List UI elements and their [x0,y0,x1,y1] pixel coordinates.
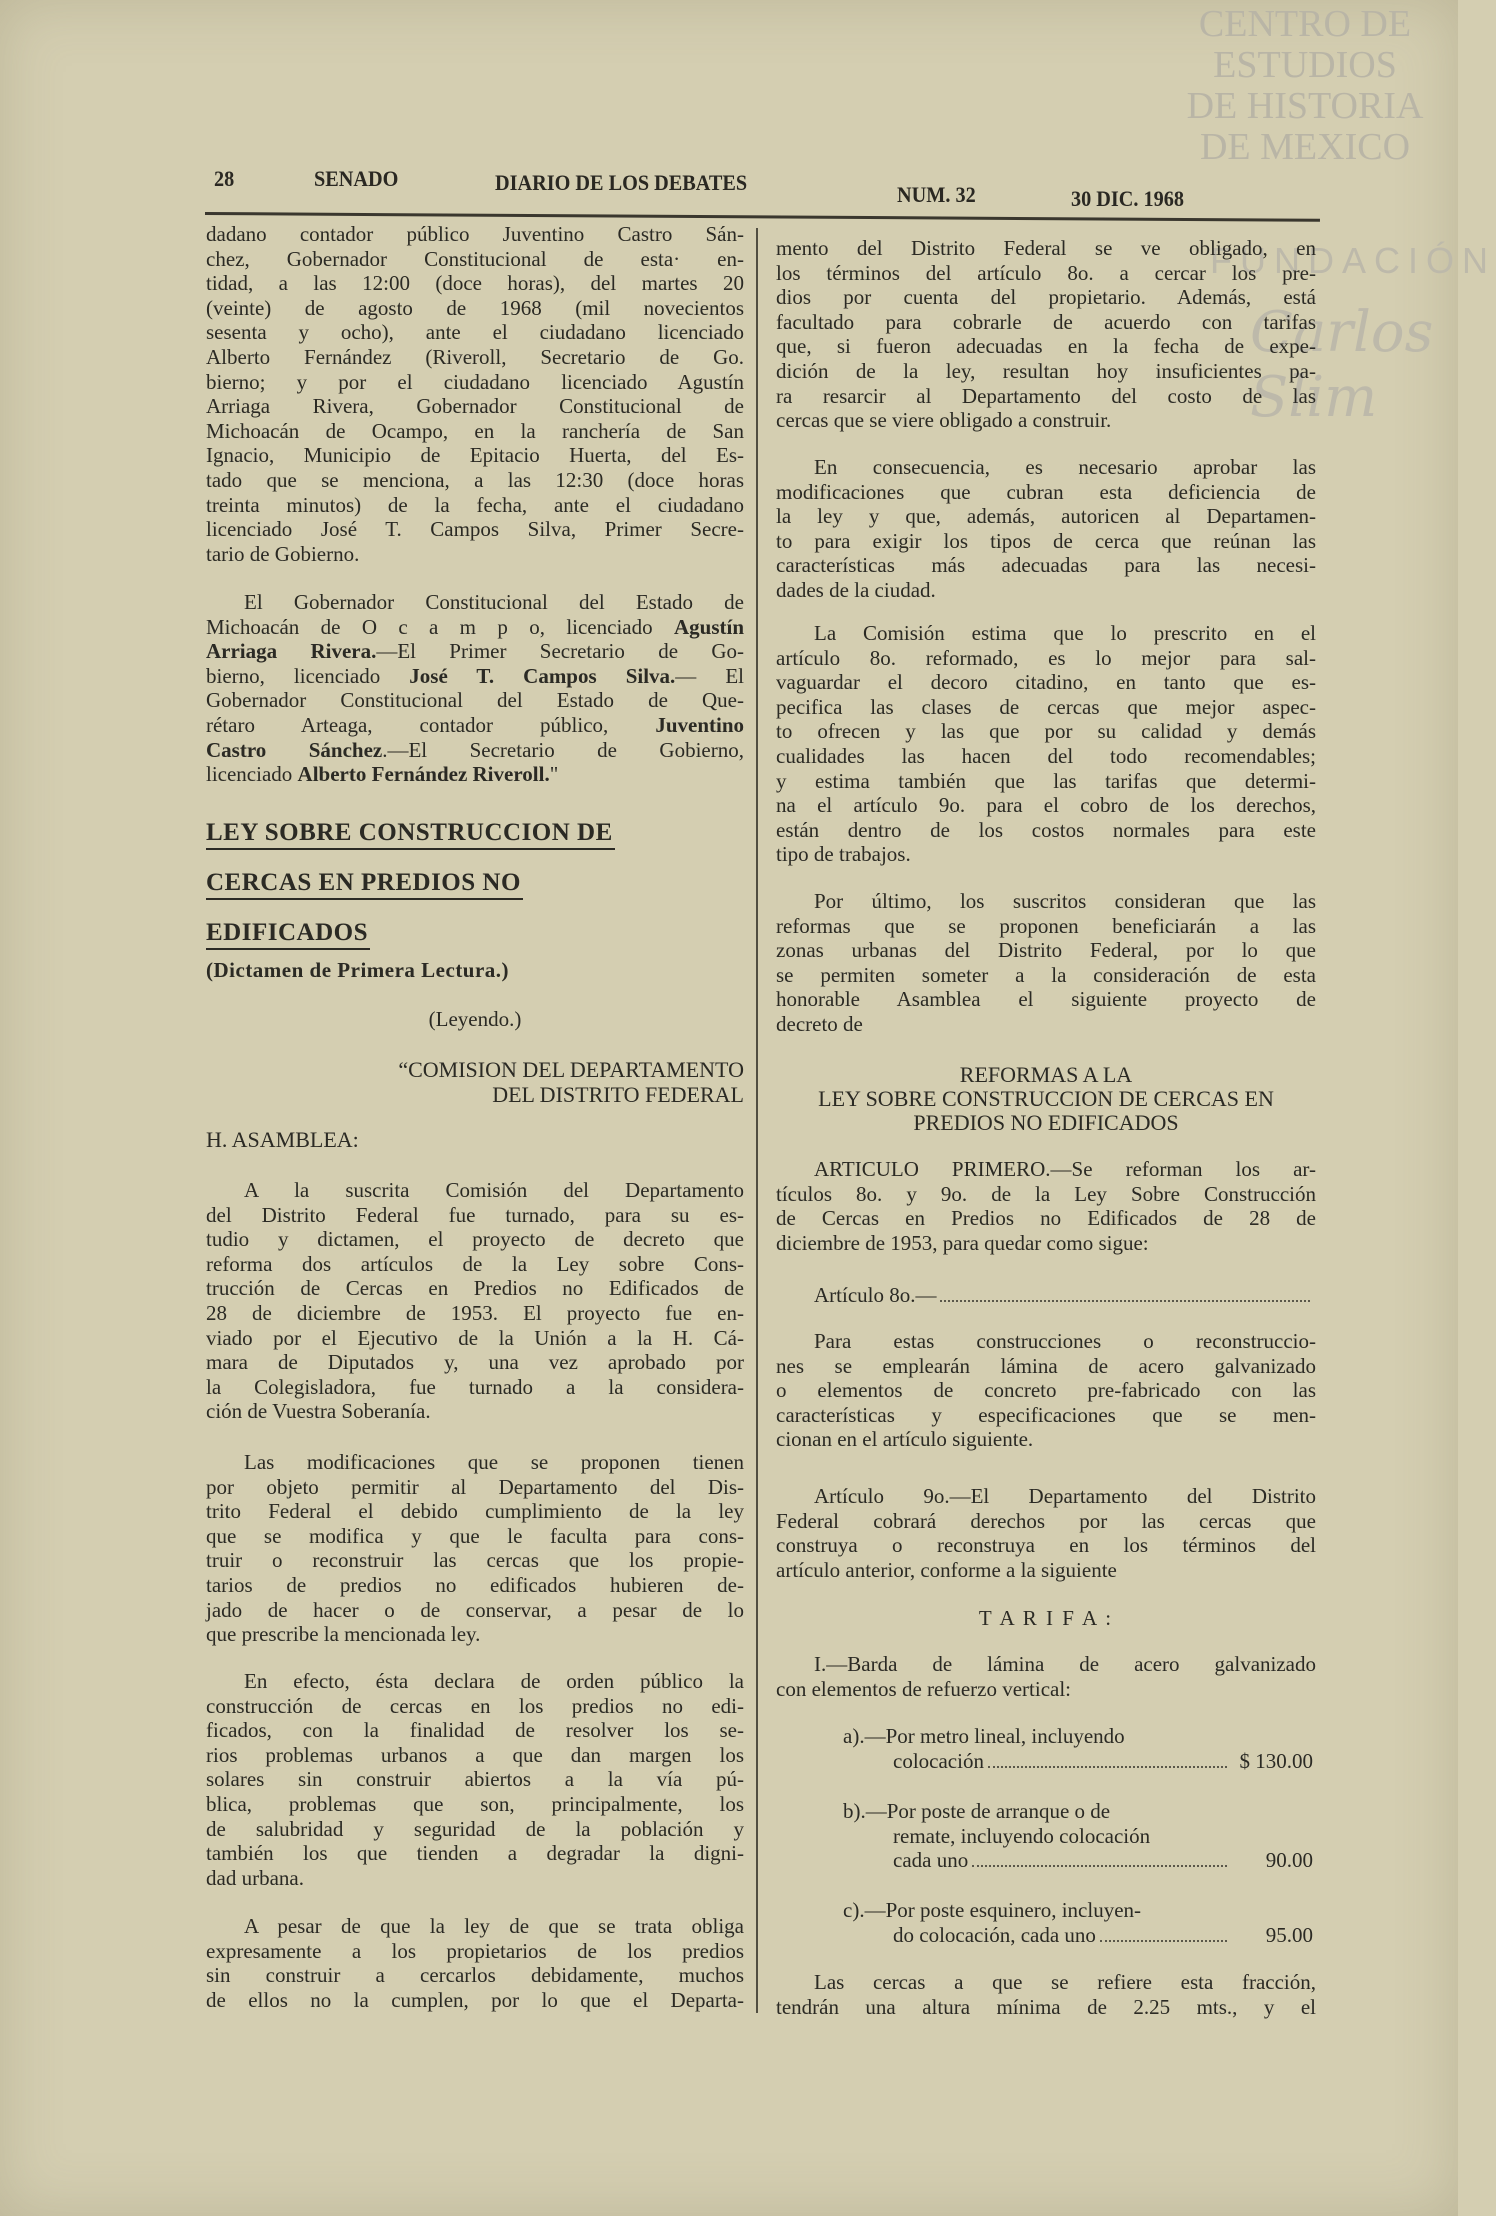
text-segment: Gobernador Constitucional del Estado de Que- [206,688,744,713]
tariff-line: b).—Por poste de arranque o de [843,1799,1111,1823]
text-line: A pesar de que la ley de que se trata obliga [244,1914,744,1938]
title-line: EDIFICADOS [206,918,370,950]
issue-number: NUM. 32 [897,182,976,207]
text-line: mento del Distrito Federal se ve obligado, en [776,236,1316,260]
text-line: que se modifica y que le faculta para cons- [206,1523,744,1548]
publication-title: DIARIO DE LOS DEBATES [495,170,748,195]
text-line: jado de hacer o de conservar, a pesar de lo [206,1597,744,1622]
tariff-item-label [843,1724,1233,1773]
text-line: rios problemas urbanos a que dan margen los [206,1742,744,1767]
text-line: Alberto Fernández (Riveroll, Secretario de Go. [206,344,744,369]
text-line: trucción de Cercas en Predios no Edificados de [206,1276,744,1301]
text-line: también los que tienden a degradar la digni- [206,1841,744,1866]
text-line: trito Federal el debido cumplimiento de la ley [206,1499,744,1524]
tariff-item [843,1724,1313,1773]
paragraph [206,1669,744,1890]
text-segment: " [549,762,559,787]
reform-title [776,1063,1316,1135]
text-line: cualidades las hacen del todo recomendables; [776,743,1316,768]
tariff-line: a).—Por metro lineal, incluyendo [843,1724,1125,1748]
text-line: dición de la ley, resultan hoy insuficientes pa- [776,358,1316,383]
text-line: de ellos no la cumplen, por lo que el Departa- [206,1987,744,2012]
text-line: Por último, los suscritos consideran que las [814,889,1316,913]
tariff-line: colocación [893,1748,984,1773]
bold-name: Juventino [655,712,744,737]
text-line: ARTICULO PRIMERO.—Se reforman los ar- [814,1157,1316,1181]
reform-title-line: PREDIOS NO EDIFICADOS [913,1110,1179,1135]
text-line: bierno; y por el ciudadano licenciado Agustín [206,369,744,394]
paragraph [776,889,1316,1037]
text-segment: — El [675,663,744,688]
reform-title-line: REFORMAS A LA [959,1062,1133,1087]
text-line: Las cercas a que se refiere esta fracción, [814,1970,1316,1994]
text-line: solares sin construir abiertos a la vía pú- [206,1767,744,1792]
text-line: y estima también que las tarifas que determi- [776,768,1316,793]
watermark-line: DE MEXICO [1199,126,1411,168]
title-line: CERCAS EN PREDIOS NO [206,868,523,900]
tariff-item-label [843,1799,1233,1873]
text-segment: —El Primer Secretario de Go- [376,639,744,664]
text-line: honorable Asamblea el siguiente proyecto de [776,987,1316,1012]
text-line: reforma dos artículos de la Ley sobre Cons- [206,1251,744,1276]
subtitle: (Dictamen de Primera Lectura.) [206,958,510,982]
article-8-line [776,1283,1316,1308]
paragraph [776,1970,1316,2019]
section-title [206,812,744,962]
text-line: ra resarcir al Departamento del costo de las [776,383,1316,408]
text-line [206,615,744,640]
text-line: la Colegisladora, fue turnado a la considera- [206,1374,744,1399]
text-line: La Comisión estima que lo prescrito en el [814,621,1316,645]
bold-name: Castro Sánchez [206,737,383,762]
tarifa-title: T A R I F A : [978,1606,1114,1630]
tariff-item [843,1898,1313,1947]
tariff-item [843,1799,1313,1873]
text-line: o elementos de concreto pre-fabricado con las [776,1378,1316,1403]
paragraph [206,1450,744,1647]
text-line: truir o reconstruir las cercas que los propie- [206,1548,744,1573]
watermark-line: DE HISTORIA [1186,85,1424,127]
text-line: los términos del artículo 8o. a cercar los pre- [776,260,1316,285]
text-line: construcción de cercas en los predios no edi- [206,1693,744,1718]
text-line: tario de Gobierno. [206,541,360,566]
text-line: dad urbana. [206,1865,304,1890]
text-line: to para exigir los tipos de cerca que reúnan las [776,528,1316,553]
tariff-amount: $ 130.00 [1239,1748,1313,1773]
text-line: reformas que se proponen beneficiarán a las [776,913,1316,938]
text-line: 28 de diciembre de 1953. El proyecto fue en- [206,1300,744,1325]
dot-leader [988,1766,1227,1768]
text-line: de Cercas en Predios no Edificados de 28 de [776,1206,1316,1231]
header-rule [205,212,1320,222]
text-line: la ley y que, además, autoricen al Departamen- [776,504,1316,529]
dot-leader [972,1865,1227,1867]
paragraph [206,222,744,566]
text-line: artículo 8o. reformado, es lo mejor para sal- [776,645,1316,670]
text-line: están dentro de los costos normales para este [776,817,1316,842]
text-line: diciembre de 1953, para quedar como sigue: [776,1230,1149,1255]
text-line: I.—Barda de lámina de acero galvanizado [814,1652,1316,1676]
tariff-line: remate, incluyendo colocación [893,1823,1151,1848]
signatories-paragraph [206,590,744,787]
commission-line: “COMISION DEL DEPARTAMENTO [398,1057,744,1082]
salutation: H. ASAMBLEA: [206,1127,359,1152]
text-line: na el artículo 9o. para el cobro de los derechos, [776,793,1316,818]
text-line: blica, problemas que son, principalmente, los [206,1791,744,1816]
tariff-line: cada uno [893,1848,969,1873]
text-line [206,713,744,738]
text-line: pecifica las clases de cercas que mejor aspec- [776,694,1316,719]
text-line: se permiten someter a la consideración de esta [776,962,1316,987]
tariff-amount: 90.00 [1265,1848,1313,1873]
commission-line: DEL DISTRITO FEDERAL [492,1081,744,1107]
text-line: que prescribe la mencionada ley. [206,1622,481,1647]
page-number: 28 [214,166,235,191]
reading-note: (Leyendo.) [428,1007,522,1031]
reform-title-line: LEY SOBRE CONSTRUCCION DE CERCAS EN [818,1086,1274,1111]
text-line: decreto de [776,1011,863,1036]
fraction-1 [776,1652,1316,1701]
paragraph [206,1914,744,2012]
text-line: tarios de predios no edificados hubieren de- [206,1572,744,1597]
paragraph [776,621,1316,867]
watermark-foundation: FUNDACIÓN [1210,240,1496,281]
text-line: vaguardar el decoro citadino, en tanto que es- [776,670,1316,695]
text-line: sesenta y ocho), ante el ciudadano licenciado [206,320,744,345]
text-line: zonas urbanas del Distrito Federal, por lo que [776,938,1316,963]
text-line [206,664,744,689]
text-line: tipo de trabajos. [776,842,911,867]
title-line: LEY SOBRE CONSTRUCCION DE [206,818,615,850]
text-line: Ignacio, Municipio de Epitacio Huerta, del Es- [206,443,744,468]
column-divider [756,228,758,2013]
dot-leader [1100,1940,1227,1942]
text-line: tículos 8o. y 9o. de la Ley Sobre Construcción [776,1181,1316,1206]
text-line: nes se emplearán lámina de acero galvanizado [776,1353,1316,1378]
paragraph [776,236,1316,433]
tariff-line: c).—Por poste esquinero, incluyen- [843,1898,1142,1922]
text-line: chez, Gobernador Constitucional de esta· en- [206,246,744,271]
text-line: A la suscrita Comisión del Departamento [244,1178,744,1202]
text-line: tudio y dictamen, el proyecto de decreto que [206,1227,744,1252]
text-line: que, si fueron adecuadas en la fecha de expe- [776,334,1316,359]
text-line: facultado para cobrarle de acuerdo con tarifas [776,309,1316,334]
text-line: características más adecuadas para las necesi- [776,553,1316,578]
text-line [206,738,744,763]
watermark-line: ESTUDIOS [1213,44,1397,86]
text-line: cionan en el artículo siguiente. [776,1427,1034,1452]
article-9 [776,1484,1316,1582]
bold-name: Alberto Fernández Riveroll. [297,762,550,787]
text-line: to ofrecen y las que por su calidad y demás [776,719,1316,744]
text-line: tendrán una altura mínima de 2.25 mts., y el [776,1994,1316,2019]
text-line: viado por el Ejecutivo de la Unión a la H. Cá- [206,1325,744,1350]
text-line: características y especificaciones que se men- [776,1402,1316,1427]
text-line: ción de Vuestra Soberanía. [206,1399,431,1424]
commission-heading [206,1058,744,1107]
dot-leader [940,1300,1310,1302]
text-line: por objeto permitir al Departamento del Dis- [206,1474,744,1499]
text-line: En consecuencia, es necesario aprobar las [814,455,1316,479]
bold-name: José T. Campos Silva. [409,663,676,688]
text-line [206,639,744,664]
text-line: ficados, con la finalidad de resolver los se- [206,1718,744,1743]
text-line: licenciado José T. Campos Silva, Primer Secre- [206,517,744,542]
text-line: expresamente a los propietarios de los predios [206,1938,744,1963]
bold-name: Agustín [673,614,744,639]
text-line: del Distrito Federal fue turnado, para su es- [206,1202,744,1227]
article-8-label: Artículo 8o.— [814,1283,937,1307]
text-line [206,590,744,615]
text-line: tado que se menciona, a las 12:30 (doce horas [206,467,744,492]
text-line: modificaciones que cubran esta deficiencia de [776,479,1316,504]
text-line [206,762,744,787]
tariff-amount: 95.00 [1265,1922,1313,1947]
paragraph [776,455,1316,603]
text-segment: bierno, licenciado [206,663,410,688]
text-line: En efecto, ésta declara de orden público la [244,1669,744,1693]
text-line: Federal cobrará derechos por las cercas que [776,1508,1316,1533]
text-line: dadano contador público Juventino Castro Sán- [206,222,744,246]
text-line: mara de Diputados y, una vez aprobado por [206,1350,744,1375]
watermark-institution [1170,4,1440,168]
text-segment: rétaro Arteaga, contador público, [206,712,656,737]
text-line: dades de la ciudad. [776,577,936,602]
text-segment: Michoacán de O c a m p o, licenciado [206,614,674,639]
text-line: treinta minutos) de la fecha, ante el ciudadano [206,492,744,517]
text-line: artículo anterior, conforme a la siguiente [776,1557,1117,1582]
watermark-line: CENTRO DE [1198,3,1412,45]
text-segment: licenciado [206,762,298,787]
tariff-item-label [843,1898,1233,1947]
text-line: Para estas construcciones o reconstruccio- [814,1329,1316,1353]
text-line: Arriaga Rivera, Gobernador Constitucional de [206,394,744,419]
text-segment: .—El Secretario de Gobierno, [382,737,744,762]
paragraph [776,1329,1316,1452]
text-line: dios por cuenta del propietario. Además, está [776,285,1316,310]
issue-date: 30 DIC. 1968 [1071,186,1185,211]
text-segment: El Gobernador Constitucional del Estado de [244,590,744,614]
text-line: con elementos de refuerzo vertical: [776,1676,1072,1701]
text-line [206,688,744,713]
text-line: tidad, a las 12:00 (doce horas), del martes 20 [206,271,744,296]
text-line: Artículo 9o.—El Departamento del Distrito [814,1484,1316,1508]
watermark-signature: Carlos Slim [1250,300,1434,430]
tariff-line: do colocación, cada uno [893,1922,1096,1947]
text-line: Michoacán de Ocampo, en la ranchería de San [206,418,744,443]
text-line: (veinte) de agosto de 1968 (mil novecientos [206,295,744,320]
text-line: construya o reconstruya en los términos del [776,1533,1316,1558]
text-line: sin construir a cercarlos debidamente, muchos [206,1963,744,1988]
text-line: cercas que se viere obligado a construir. [776,408,1112,433]
text-line: Las modificaciones que se proponen tienen [244,1450,744,1474]
bold-name: Arriaga Rivera. [206,639,377,664]
chamber-name: SENADO [314,166,399,191]
text-line: de salubridad y seguridad de la población y [206,1816,744,1841]
article-first [776,1157,1316,1255]
paragraph [206,1178,744,1424]
